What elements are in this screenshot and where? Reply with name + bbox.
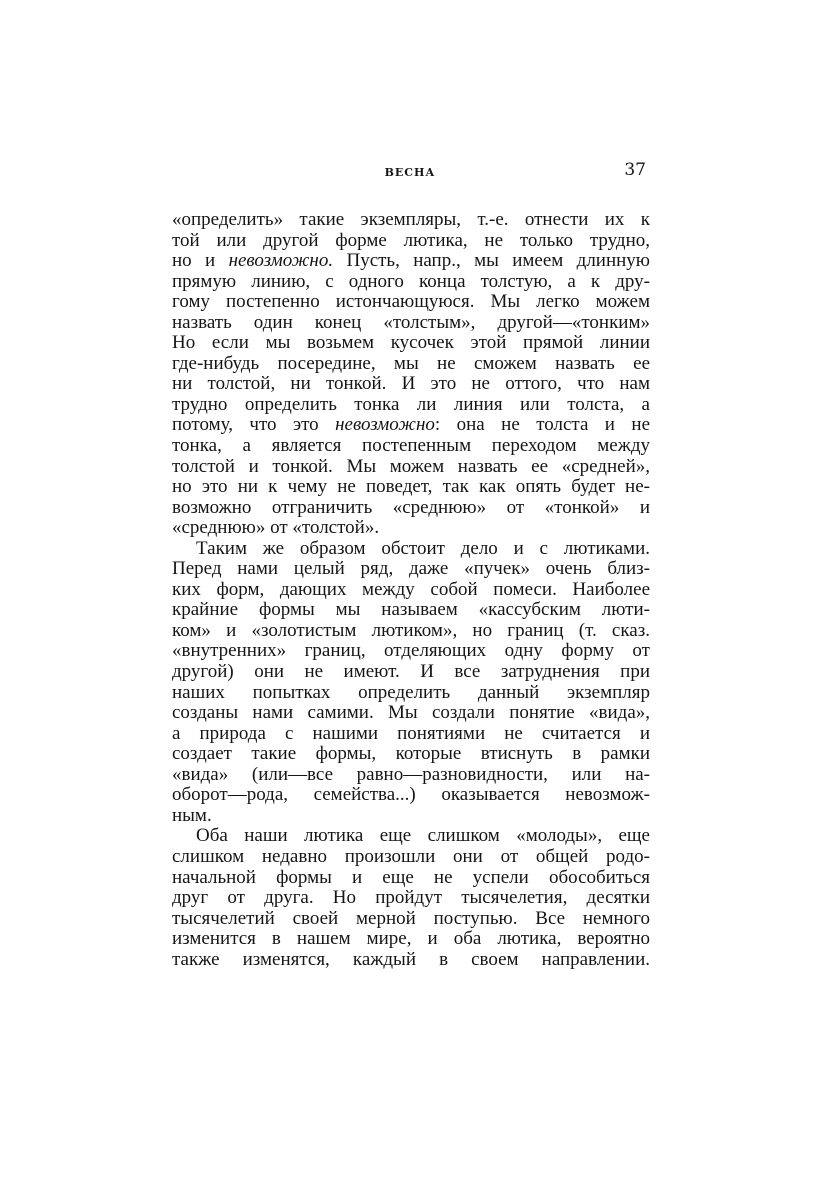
text-segment: другой) они не имеют. И все затруднения при — [172, 662, 650, 683]
text-line — [172, 292, 650, 313]
text-segment: возможно отграничить «среднюю» от «тонкой» и — [172, 497, 650, 518]
text-segment: оборот—рода, семейства...) оказывается невозмож- — [172, 785, 650, 806]
paragraph — [172, 826, 650, 970]
text-segment: Пусть, напр., мы имеем длинную — [333, 251, 650, 272]
text-line — [172, 436, 650, 457]
text-line — [172, 272, 650, 293]
page-number: 37 — [624, 160, 646, 180]
text-line — [172, 313, 650, 334]
text-line — [172, 559, 650, 580]
text-segment: где-нибудь посередине, мы не сможем назвать ее — [172, 353, 650, 374]
page-header — [170, 160, 650, 184]
text-segment: Таким же образом обстоит дело и с лютиками. — [196, 538, 650, 559]
text-segment: крайние формы мы называем «кассубским люти- — [172, 600, 650, 621]
text-segment: а природа с нашими понятиями не считается и — [172, 723, 650, 744]
text-line — [172, 785, 650, 806]
text-segment: трудно определить тонка ли линия или толста, а — [172, 394, 650, 415]
italic-text: невозможно — [335, 415, 435, 436]
text-line — [172, 374, 650, 395]
text-line — [172, 868, 650, 889]
text-line — [172, 641, 650, 662]
paragraph — [172, 210, 650, 539]
text-line — [172, 415, 650, 436]
text-segment: «определить» такие экземпляры, т.-е. отнести их к — [172, 210, 650, 230]
text-segment: «внутренних» границ, отделяющих одну форму от — [172, 641, 650, 662]
text-segment: прямую линию, с одного конца толстую, а к дру- — [172, 271, 650, 292]
text-segment: тысячелетий своей мерной поступью. Все немного — [172, 908, 650, 929]
text-segment: изменится в нашем мире, и оба лютика, вероятно — [172, 929, 650, 950]
text-segment: наших попытках определить данный экземпляр — [172, 682, 650, 703]
text-line — [172, 518, 650, 539]
text-line — [172, 539, 650, 560]
text-segment: слишком недавно произошли они от общей родо- — [172, 846, 650, 867]
text-line — [172, 703, 650, 724]
text-segment: той или другой форме лютика, не только трудно, — [172, 230, 650, 251]
text-segment: толстой и тонкой. Мы можем назвать ее «средней», — [172, 456, 650, 477]
text-line — [172, 847, 650, 868]
text-segment: ком» и «золотистым лютиком», но границ (т. сказ. — [172, 620, 650, 641]
running-title: ВЕСНА — [384, 166, 436, 179]
text-segment: Перед нами целый ряд, даже «пучек» очень близ- — [172, 559, 650, 580]
text-segment: но это ни к чему не поведет, так как опять будет не- — [172, 477, 650, 498]
text-segment: ным. — [172, 805, 212, 826]
text-segment: Оба наши лютика еще слишком «молоды», еще — [196, 826, 650, 847]
text-line — [172, 477, 650, 498]
text-segment: ни толстой, ни тонкой. И это не оттого, что нам — [172, 374, 650, 395]
text-line — [172, 744, 650, 765]
text-line — [172, 333, 650, 354]
text-line — [172, 354, 650, 375]
text-segment: Но если мы возьмем кусочек этой прямой линии — [172, 333, 650, 354]
text-line — [172, 765, 650, 786]
text-line — [172, 826, 650, 847]
text-segment: назвать один конец «толстым», другой—«тонким» — [172, 312, 650, 333]
text-line — [172, 395, 650, 416]
text-line — [172, 909, 650, 930]
text-line — [172, 929, 650, 950]
body-text — [172, 210, 650, 970]
text-segment: гому постепенно истончающуюся. Мы легко можем — [172, 292, 650, 313]
paragraph — [172, 539, 650, 827]
text-segment: созданы нами самими. Мы создали понятие «вида», — [172, 703, 650, 724]
text-line — [172, 600, 650, 621]
text-line — [172, 888, 650, 909]
text-line — [172, 251, 650, 272]
text-line — [172, 806, 650, 827]
text-segment: ких форм, дающих между собой помеси. Наиболее — [172, 579, 650, 600]
text-segment: потому, что это — [172, 415, 336, 436]
text-line — [172, 231, 650, 252]
text-segment: но и — [172, 251, 229, 272]
text-line — [172, 662, 650, 683]
text-line — [172, 457, 650, 478]
text-line — [172, 950, 650, 971]
text-line — [172, 210, 650, 231]
italic-text: невозможно. — [228, 251, 334, 272]
text-segment: также изменятся, каждый в своем направлении. — [172, 949, 650, 970]
text-line — [172, 580, 650, 601]
text-segment: друг от друга. Но пройдут тысячелетия, десятки — [172, 888, 650, 909]
text-segment: начальной формы и еще не успели обособиться — [172, 867, 650, 888]
text-segment: «среднюю» от «толстой». — [172, 518, 380, 539]
text-segment: «вида» (или—все равно—разновидности, или на- — [172, 764, 650, 785]
text-line — [172, 621, 650, 642]
text-line — [172, 498, 650, 519]
text-line — [172, 683, 650, 704]
text-segment: : она не толста и не — [434, 415, 650, 436]
text-segment: тонка, а является постепенным переходом между — [172, 436, 650, 457]
text-segment: создает такие формы, которые втиснуть в рамки — [172, 744, 650, 765]
text-line — [172, 724, 650, 745]
